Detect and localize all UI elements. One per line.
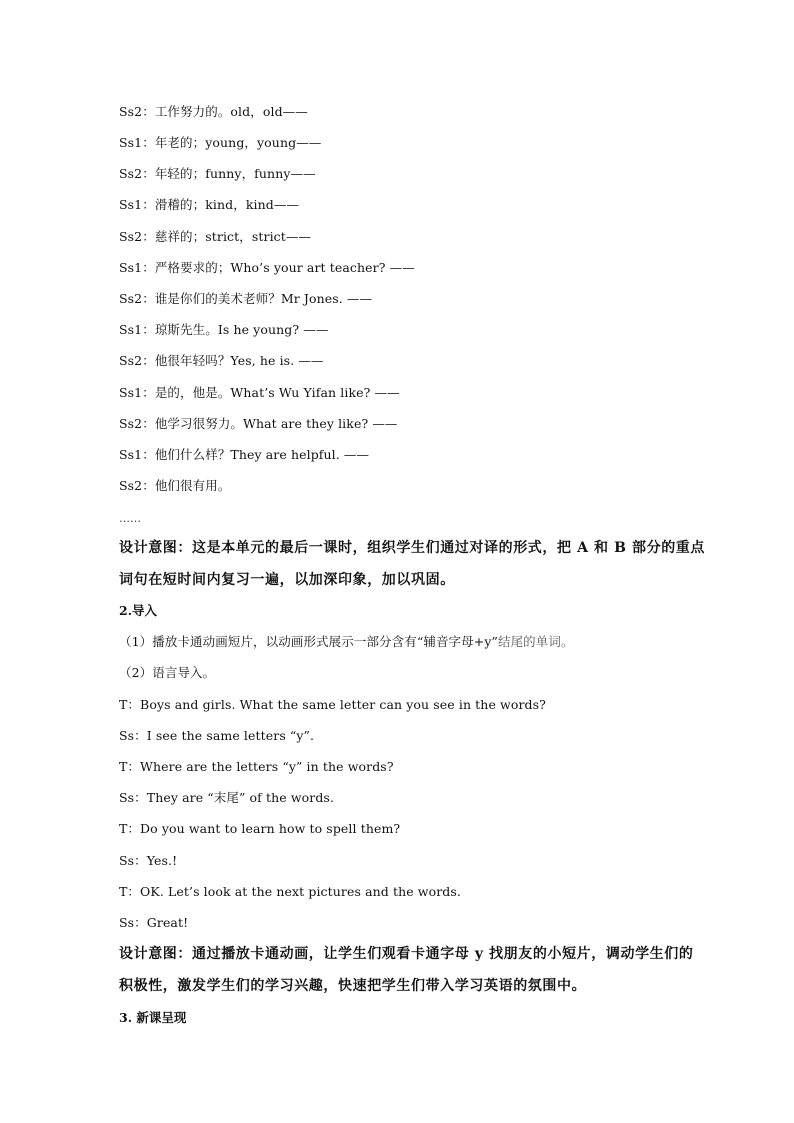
dialogue-line: Ss：Great! xyxy=(119,915,189,930)
design-intent-line: 设计意图：通过播放卡通动画，让学生们观看卡通字母 y 找朋友的小短片，调动学生们的 xyxy=(119,946,694,962)
dialogue-line: T：Do you want to learn how to spell them? xyxy=(119,821,401,836)
design-intent-line: 积极性，激发学生们的学习兴趣，快速把学生们带入学习英语的氛围中。 xyxy=(119,978,587,994)
dialogue-line: Ss1：是的，他是。What’s Wu Yifan like? —— xyxy=(119,385,400,400)
step-item: （2）语言导入。 xyxy=(119,665,216,680)
dialogue-line: Ss2：他学习很努力。What are they like? —— xyxy=(119,416,398,431)
step-item-text: （1）播放卡通动画短片，以动画形式展示一部分含有“辅音字母+y” xyxy=(119,634,498,649)
dialogue-line: Ss2：谁是你们的美术老师？Mr Jones. —— xyxy=(119,291,373,306)
dialogue-line: Ss2：慈祥的；strict，strict—— xyxy=(119,229,312,244)
dialogue-line: Ss2：年轻的；funny，funny—— xyxy=(119,166,316,181)
dialogue-line: Ss2：他很年轻吗？Yes, he is. —— xyxy=(119,353,324,368)
dialogue-line: Ss2：工作努力的。old，old—— xyxy=(119,104,308,119)
design-intent-line: 词句在短时间内复习一遍，以加深印象，加以巩固。 xyxy=(119,572,455,588)
dialogue-line: Ss1：年老的；young，young—— xyxy=(119,135,322,150)
dialogue-line: Ss1：严格要求的；Who’s your art teacher? —— xyxy=(119,260,415,275)
step-item xyxy=(119,634,574,650)
section-heading: 3. 新课呈现 xyxy=(119,1010,187,1025)
dialogue-line: T：Boys and girls. What the same letter can you see in the words? xyxy=(119,697,546,712)
dialogue-line: Ss：I see the same letters “y”. xyxy=(119,728,315,743)
dialogue-line: T：Where are the letters “y” in the words? xyxy=(119,759,394,774)
dialogue-line: Ss：They are “末尾” of the words. xyxy=(119,790,335,805)
dialogue-line: Ss1：琼斯先生。Is he young? —— xyxy=(119,322,329,337)
dialogue-line: Ss：Yes.! xyxy=(119,853,178,868)
dialogue-line: Ss1：滑稽的；kind，kind—— xyxy=(119,197,300,212)
dialogue-line: Ss2：他们很有用。 xyxy=(119,478,231,493)
step-item-text: 结尾的单词。 xyxy=(497,634,574,649)
dialogue-line: Ss1：他们什么样？They are helpful. —— xyxy=(119,447,370,462)
ellipsis: …… xyxy=(119,512,141,525)
dialogue-line: T：OK. Let’s look at the next pictures and the words. xyxy=(119,884,461,899)
design-intent-line: 设计意图：这是本单元的最后一课时，组织学生们通过对译的形式，把 A 和 B 部分的重点 xyxy=(119,540,705,556)
section-heading: 2.导入 xyxy=(119,603,158,618)
